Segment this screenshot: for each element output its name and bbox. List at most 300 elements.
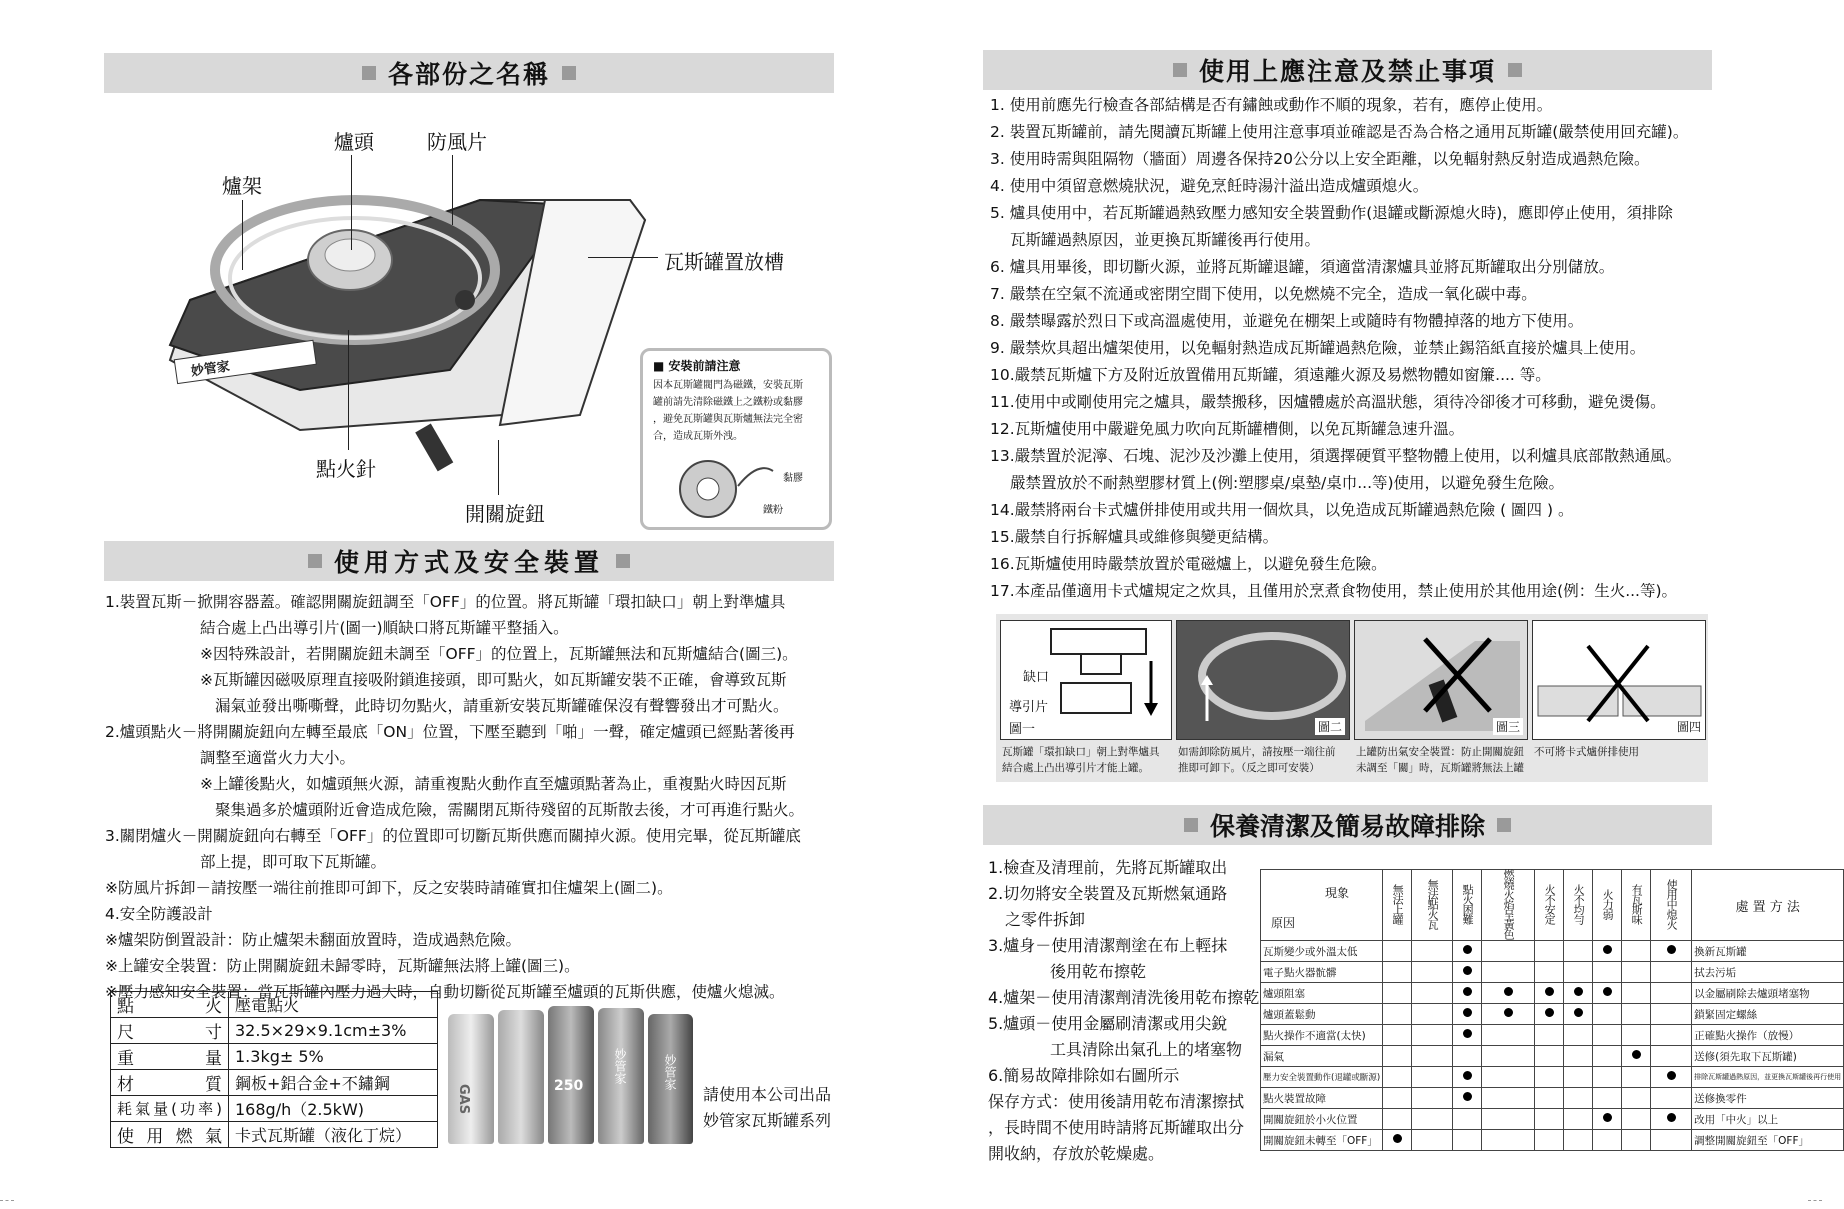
- mark-cell: [1622, 962, 1651, 983]
- cause-cell: 電子點火器骯髒: [1261, 962, 1383, 983]
- leader-line-grate: [242, 200, 243, 270]
- can-label: 妙管家: [613, 1048, 627, 1084]
- dot-icon: [1463, 966, 1472, 975]
- mark-cell: [1593, 1004, 1622, 1025]
- usage-line: ※因特殊設計，若開關旋鈕未調至「OFF」的位置上，瓦斯罐無法和瓦斯爐結合(圖三)。: [200, 645, 798, 663]
- corner-cell: [1261, 870, 1383, 941]
- mark-cell: [1651, 1067, 1692, 1088]
- promo-line: 請使用本公司出品: [703, 1085, 832, 1104]
- mark-cell: [1482, 1046, 1535, 1067]
- caution-line: 16.瓦斯爐使用時嚴禁放置於電磁爐上，以避免發生危險。: [990, 555, 1387, 573]
- figure-2-caption: [1178, 744, 1336, 776]
- caution-line: 12.瓦斯爐使用中嚴避免風力吹向瓦斯罐槽側，以免瓦斯罐急速升溫。: [990, 420, 1465, 438]
- mark-cell: [1482, 941, 1535, 962]
- caution-line: 11.使用中或剛使用完之爐具，嚴禁搬移，因爐體處於高溫狀態，須待冷卻後才可移動，避免燙傷。: [990, 393, 1666, 411]
- mark-cell: [1383, 941, 1412, 962]
- maintenance-title: 保養清潔及簡易故障排除: [1209, 812, 1485, 841]
- spec-key: 點火: [111, 992, 229, 1018]
- mark-cell: [1622, 1025, 1651, 1046]
- spec-value: 壓電點火: [229, 992, 438, 1018]
- notice-line: 因本瓦斯罐閥門為磁鐵，安裝瓦斯: [653, 380, 803, 391]
- symptom-label: 有瓦斯味: [1630, 883, 1644, 924]
- mark-cell: [1453, 1025, 1482, 1046]
- mark-cell: [1412, 962, 1453, 983]
- mark-cell: [1622, 1067, 1651, 1088]
- symptom-label: 點火困難: [1461, 883, 1475, 924]
- fold-mark: [1808, 1200, 1822, 1201]
- fig3-label: 圖三: [1493, 718, 1523, 735]
- figure-strip: [996, 614, 1708, 782]
- maint-line: 之零件拆卸: [1005, 910, 1086, 929]
- square-bullet-icon: [1497, 818, 1511, 832]
- caution-line: 4. 使用中須留意燃燒狀況，避免烹飪時湯汁溢出造成爐頭熄火。: [990, 177, 1429, 195]
- notice-tag-iron: 鐵粉: [763, 505, 783, 516]
- mark-cell: [1651, 1088, 1692, 1109]
- mark-cell: [1383, 983, 1412, 1004]
- mark-cell: [1535, 1067, 1564, 1088]
- spec-row: [111, 1122, 438, 1148]
- usage-line: 4.安全防護設計: [105, 905, 213, 923]
- mark-cell: [1383, 1025, 1412, 1046]
- dot-icon: [1463, 945, 1472, 954]
- mark-cell: [1593, 1046, 1622, 1067]
- mark-cell: [1564, 1004, 1593, 1025]
- mark-cell: [1535, 941, 1564, 962]
- spec-row: [111, 1096, 438, 1122]
- promo-line: 妙管家瓦斯罐系列: [703, 1111, 832, 1130]
- square-bullet-icon: [308, 554, 322, 568]
- caution-line: 2. 裝置瓦斯罐前，請先閱讀瓦斯罐上使用注意事項並確認是否為合格之通用瓦斯罐(嚴禁使用回充罐)。: [990, 123, 1689, 141]
- mark-cell: [1593, 1130, 1622, 1151]
- spec-value: 鋼板+鋁合金+不鏽鋼: [229, 1070, 438, 1096]
- usage-line: ※壓力感知安全裝置：當瓦斯罐內壓力過大時，自動切斷從瓦斯罐至爐頭的瓦斯供應，使爐火熄滅。: [105, 983, 785, 1001]
- symptom-header: [1651, 870, 1692, 941]
- spec-row: [111, 1070, 438, 1096]
- caution-line: 7. 嚴禁在空氣不流通或密閉空間下使用，以免燃燒不完全，造成一氧化碳中毒。: [990, 285, 1537, 303]
- fig4-label: 圖四: [1676, 720, 1701, 734]
- fig1-label-guide: 導引片: [1009, 700, 1049, 715]
- gas-can: [498, 1010, 544, 1144]
- mark-cell: [1482, 962, 1535, 983]
- cause-cell: 瓦斯變少或外溫太低: [1261, 941, 1383, 962]
- caution-line: 8. 嚴禁曝露於烈日下或高溫處使用，並避免在棚架上或隨時有物體掉落的地方下使用。: [990, 312, 1584, 330]
- product-badge: 妙管家: [190, 359, 231, 380]
- mark-cell: [1453, 962, 1482, 983]
- figure-1-caption: [1002, 744, 1160, 776]
- usage-line: ※瓦斯罐因磁吸原理直接吸附鎖進接頭，即可點火，如瓦斯罐安裝不正確，會導致瓦斯: [200, 671, 787, 689]
- symptom-label: 無法上罐: [1391, 883, 1405, 924]
- mark-cell: [1482, 1130, 1535, 1151]
- mark-cell: [1622, 1130, 1651, 1151]
- maint-line: 2.切勿將安全裝置及瓦斯燃氣通路: [988, 884, 1228, 903]
- leader-line-igniter: [348, 330, 349, 450]
- symptom-header: [1482, 870, 1535, 941]
- spec-value: 32.5×29×9.1cm±3%: [229, 1018, 438, 1044]
- symptom-header: [1453, 870, 1482, 941]
- caution-line: 9. 嚴禁炊具超出爐架使用，以免輻射熱造成瓦斯罐過熱危險，並禁止錫箔紙直接於爐具上使用。: [990, 339, 1646, 357]
- mark-cell: [1412, 1046, 1453, 1067]
- maint-line: 開收納，存放於乾燥處。: [988, 1144, 1165, 1163]
- mark-cell: [1383, 962, 1412, 983]
- mark-cell: [1412, 1067, 1453, 1088]
- figure-4: [1532, 620, 1706, 740]
- symptom-header: [1383, 870, 1412, 941]
- mark-cell: [1535, 1046, 1564, 1067]
- knob: [415, 423, 453, 471]
- notice-line: 合，造成瓦斯外洩。: [653, 431, 743, 442]
- mark-cell: [1482, 1109, 1535, 1130]
- parts-title: 各部份之名稱: [387, 60, 550, 89]
- mark-cell: [1622, 1046, 1651, 1067]
- dot-icon: [1463, 1092, 1472, 1101]
- caution-line: 17.本產品僅適用卡式爐規定之炊具，且僅用於烹煮食物使用，禁止使用於其他用途(例：生火...等)。: [990, 582, 1678, 600]
- symptom-label: 燃燒火焰呈黃色: [1502, 868, 1516, 939]
- trouble-row: [1261, 1088, 1844, 1109]
- mark-cell: [1593, 983, 1622, 1004]
- cause-cell: 開關旋鈕未轉至「OFF」: [1261, 1130, 1383, 1151]
- mark-cell: [1651, 1130, 1692, 1151]
- dot-icon: [1463, 987, 1472, 996]
- gas-cans-image: [448, 1000, 693, 1146]
- fig1-label: 圖一: [1009, 722, 1036, 737]
- mark-cell: [1383, 1109, 1412, 1130]
- square-bullet-icon: [1184, 818, 1198, 832]
- install-notice-box: [640, 348, 832, 530]
- mark-cell: [1564, 1025, 1593, 1046]
- label-grate: 爐架: [222, 174, 262, 198]
- gas-can: [648, 1014, 693, 1144]
- usage-line: 結合處上凸出導引片(圖一)順缺口將瓦斯罐平整插入。: [200, 619, 569, 637]
- symptom-label: 使用中熄火: [1665, 878, 1679, 929]
- fix-cell: 以金屬刷除去爐頭堵塞物: [1692, 983, 1844, 1004]
- mark-cell: [1383, 1088, 1412, 1109]
- canister-hole: [455, 290, 475, 310]
- dot-icon: [1667, 1071, 1676, 1080]
- fix-cell: 送修換零件: [1692, 1088, 1844, 1109]
- dot-icon: [1545, 1008, 1554, 1017]
- parts-section-header: [104, 53, 834, 93]
- gas-can: [448, 1014, 494, 1144]
- mark-cell: [1535, 1109, 1564, 1130]
- troubleshooting-table: [1260, 869, 1844, 1151]
- caution-line: 14.嚴禁將兩台卡式爐併排使用或共用一個炊具，以免造成瓦斯罐過熱危險 ( 圖四 ) 。: [990, 501, 1574, 519]
- cause-cell: 爐頭蓋鬆動: [1261, 1004, 1383, 1025]
- cause-cell: 點火操作不適當(太快): [1261, 1025, 1383, 1046]
- mark-cell: [1535, 962, 1564, 983]
- mark-cell: [1564, 1109, 1593, 1130]
- mark-cell: [1383, 1067, 1412, 1088]
- mark-cell: [1383, 1130, 1412, 1151]
- mark-cell: [1482, 1067, 1535, 1088]
- maint-line: 4.爐架－使用清潔劑清洗後用乾布擦乾: [988, 988, 1260, 1007]
- dot-icon: [1667, 1113, 1676, 1122]
- symptom-header: [1622, 870, 1651, 941]
- mark-cell: [1453, 1004, 1482, 1025]
- dot-icon: [1463, 1071, 1472, 1080]
- mark-cell: [1564, 1130, 1593, 1151]
- mark-cell: [1482, 1088, 1535, 1109]
- usage-line: 聚集過多於爐頭附近會造成危險，需關閉瓦斯待殘留的瓦斯散去後，才可再進行點火。: [215, 801, 805, 819]
- caution-line: 1. 使用前應先行檢查各部結構是否有鏽蝕或動作不順的現象，若有，應停止使用。: [990, 96, 1553, 114]
- spec-key: 尺寸: [111, 1018, 229, 1044]
- fold-mark: [0, 1200, 14, 1201]
- usage-line: ※上罐安全裝置：防止開關旋鈕未歸零時，瓦斯罐無法將上罐(圖三)。: [105, 957, 580, 975]
- leader-line-burner: [351, 155, 352, 250]
- maint-line: 工具清除出氣孔上的堵塞物: [1050, 1040, 1243, 1059]
- mark-cell: [1564, 962, 1593, 983]
- dot-icon: [1545, 987, 1554, 996]
- cause-cell: 壓力安全裝置動作(退罐或斷源): [1261, 1067, 1383, 1088]
- mark-cell: [1482, 1025, 1535, 1046]
- mark-cell: [1593, 1109, 1622, 1130]
- mark-cell: [1564, 1067, 1593, 1088]
- leader-line-knob: [498, 440, 499, 495]
- mark-cell: [1535, 1004, 1564, 1025]
- caution-line: 嚴禁置放於不耐熱塑膠材質上(例:塑膠桌/桌墊/桌巾...等)使用，以避免發生危險。: [1010, 474, 1565, 492]
- spec-table: [110, 991, 438, 1148]
- dot-icon: [1504, 1008, 1513, 1017]
- caution-line: 6. 爐具用畢後，即切斷火源，並將瓦斯罐退罐，須適當清潔爐具並將瓦斯罐取出分別儲放。: [990, 258, 1615, 276]
- mark-cell: [1593, 941, 1622, 962]
- trouble-row: [1261, 941, 1844, 962]
- figure-2: [1176, 620, 1350, 740]
- leader-line-windshield: [452, 155, 453, 225]
- notice-title: ■ 安裝前請注意: [653, 359, 741, 373]
- dot-icon: [1393, 1134, 1402, 1143]
- mark-cell: [1535, 1025, 1564, 1046]
- dot-icon: [1574, 1008, 1583, 1017]
- trouble-header-row: [1261, 870, 1844, 941]
- fix-cell: 送修(須先取下瓦斯罐): [1692, 1046, 1844, 1067]
- spec-key: 重量: [111, 1044, 229, 1070]
- cause-cell: 漏氣: [1261, 1046, 1383, 1067]
- square-bullet-icon: [1508, 63, 1522, 77]
- usage-line: 漏氣並發出嘶嘶聲，此時切勿點火，請重新安裝瓦斯罐確保沒有聲響發出才可點火。: [215, 697, 789, 715]
- caption-line: 瓦斯罐「環扣缺口」朝上對準爐具: [1002, 746, 1160, 758]
- dot-icon: [1603, 987, 1612, 996]
- mark-cell: [1651, 983, 1692, 1004]
- symptom-header: [1593, 870, 1622, 941]
- mark-cell: [1453, 1130, 1482, 1151]
- corner-symptom: 現象: [1325, 886, 1350, 900]
- usage-line: 2.爐頭點火－將開關旋鈕向左轉至最底「ON」位置，下壓至聽到「啪」一聲，確定爐頭已經點著後再: [105, 723, 795, 741]
- mark-cell: [1593, 1025, 1622, 1046]
- caution-line: 5. 爐具使用中，若瓦斯罐過熱致壓力感知安全裝置動作(退罐或斷源熄火時)，應即停止使用，須排除: [990, 204, 1673, 222]
- cause-cell: 開關旋鈕於小火位置: [1261, 1109, 1383, 1130]
- mark-cell: [1651, 1109, 1692, 1130]
- usage-section-header: [104, 541, 834, 581]
- trouble-row: [1261, 962, 1844, 983]
- gas-can: [598, 1008, 644, 1144]
- caution-line: 瓦斯罐過熱原因，並更換瓦斯罐後再行使用。: [1010, 231, 1321, 249]
- mark-cell: [1564, 941, 1593, 962]
- mark-cell: [1412, 1088, 1453, 1109]
- dot-icon: [1504, 987, 1513, 996]
- mark-cell: [1535, 1130, 1564, 1151]
- fix-cell: 排除瓦斯罐過熱原因，並更換瓦斯罐後再行使用: [1692, 1067, 1844, 1088]
- spec-row: [111, 1018, 438, 1044]
- symptom-header: [1535, 870, 1564, 941]
- symptom-label: 火不安定: [1543, 883, 1557, 924]
- caption-line: 不可將卡式爐併排使用: [1534, 746, 1639, 758]
- trouble-row: [1261, 983, 1844, 1004]
- mark-cell: [1651, 1025, 1692, 1046]
- can-label: 250: [554, 1078, 584, 1094]
- mark-cell: [1412, 1130, 1453, 1151]
- maint-line: 3.爐身－使用清潔劑塗在布上輕抹: [988, 936, 1228, 955]
- spec-key: 材質: [111, 1070, 229, 1096]
- spec-key: 耗氣量(功率): [111, 1096, 229, 1122]
- caution-line: 3. 使用時需與阻隔物（牆面）周邊各保持20公分以上安全距離，以免輻射熱反射造成過熱危險。: [990, 150, 1650, 168]
- mark-cell: [1651, 962, 1692, 983]
- mark-cell: [1453, 1109, 1482, 1130]
- usage-line: ※上罐後點火，如爐頭無火源，請重複點火動作直至爐頭點著為止，重複點火時因瓦斯: [200, 775, 787, 793]
- mark-cell: [1453, 941, 1482, 962]
- mark-cell: [1564, 983, 1593, 1004]
- mark-cell: [1622, 983, 1651, 1004]
- spec-value: 卡式瓦斯罐（液化丁烷）: [229, 1122, 438, 1148]
- usage-line: 1.裝置瓦斯－掀開容器蓋。確認開關旋鈕調至「OFF」的位置。將瓦斯罐「環扣缺口」朝上對準爐具: [105, 593, 786, 611]
- mark-cell: [1383, 1046, 1412, 1067]
- mark-cell: [1482, 983, 1535, 1004]
- notice-line: 罐前請先清除磁鐵上之鐵粉或黏膠: [653, 397, 803, 408]
- dot-icon: [1632, 1050, 1641, 1059]
- figure-4-caption: [1534, 744, 1639, 760]
- square-bullet-icon: [1173, 63, 1187, 77]
- mark-cell: [1651, 1046, 1692, 1067]
- mark-cell: [1564, 1088, 1593, 1109]
- fix-cell: 改用「中火」以上: [1692, 1109, 1844, 1130]
- symptom-header: [1412, 870, 1453, 941]
- can-label: GAS: [456, 1084, 471, 1115]
- mark-cell: [1383, 1004, 1412, 1025]
- mark-cell: [1453, 1046, 1482, 1067]
- usage-line: ※防風片拆卸－請按壓一端往前推即可卸下，反之安裝時請確實扣住爐架上(圖二)。: [105, 879, 673, 897]
- label-knob: 開關旋鈕: [465, 502, 545, 526]
- corner-cause: 原因: [1271, 916, 1296, 930]
- mark-cell: [1651, 941, 1692, 962]
- mark-cell: [1412, 1109, 1453, 1130]
- leader-line-canister-slot: [588, 257, 658, 258]
- maint-line: 5.爐頭－使用金屬刷清潔或用尖銳: [988, 1014, 1228, 1033]
- trouble-row: [1261, 1004, 1844, 1025]
- trouble-row: [1261, 1067, 1844, 1088]
- label-burner: 爐頭: [334, 130, 374, 154]
- dot-icon: [1463, 1029, 1472, 1038]
- caption-line: 如需卸除防風片，請按壓一端往前: [1178, 746, 1336, 758]
- maintenance-section-header: [983, 805, 1712, 845]
- mark-cell: [1412, 941, 1453, 962]
- symptom-label: 火不均勻: [1572, 883, 1586, 924]
- symptom-header: [1564, 870, 1593, 941]
- mark-cell: [1564, 1046, 1593, 1067]
- caution-title: 使用上應注意及禁止事項: [1198, 57, 1496, 86]
- notice-tag-glue: 黏膠: [783, 473, 803, 484]
- label-igniter: 點火針: [316, 457, 376, 481]
- square-bullet-icon: [562, 66, 576, 80]
- spec-value: 1.3kg± 5%: [229, 1044, 438, 1070]
- mark-cell: [1453, 1088, 1482, 1109]
- caution-line: 13.嚴禁置於泥濘、石塊、泥沙及沙灘上使用，須選擇硬質平整物體上使用，以利爐具底部散熱通風。: [990, 447, 1682, 465]
- usage-line: ※爐架防倒置設計：防止爐架未翻面放置時，造成過熱危險。: [105, 931, 521, 949]
- symptom-label: 火力弱: [1601, 888, 1615, 919]
- maint-line: 6.簡易故障排除如右圖所示: [988, 1066, 1180, 1085]
- caption-line: 推即可卸下。（反之即可安裝）: [1178, 762, 1320, 774]
- mark-cell: [1412, 1025, 1453, 1046]
- maint-line: 1.檢查及清理前，先將瓦斯罐取出: [988, 858, 1228, 877]
- caption-line: 未調至「關」時，瓦斯罐將無法上罐: [1356, 762, 1524, 774]
- mark-cell: [1535, 1088, 1564, 1109]
- figure-3-caption: [1356, 744, 1524, 776]
- usage-line: 部上提，即可取下瓦斯罐。: [200, 853, 387, 871]
- mark-cell: [1535, 983, 1564, 1004]
- dot-icon: [1574, 987, 1583, 996]
- fix-cell: 正確點火操作（放慢）: [1692, 1025, 1844, 1046]
- square-bullet-icon: [616, 554, 630, 568]
- gas-can: [548, 1006, 594, 1144]
- mark-cell: [1593, 1088, 1622, 1109]
- trouble-row: [1261, 1130, 1844, 1151]
- mark-cell: [1622, 1109, 1651, 1130]
- fix-cell: 換新瓦斯罐: [1692, 941, 1844, 962]
- usage-line: 調整至適當火力大小。: [200, 749, 356, 767]
- mark-cell: [1622, 1088, 1651, 1109]
- mark-cell: [1453, 1067, 1482, 1088]
- fig1-label-notch: 缺口: [1023, 670, 1050, 685]
- stove-illustration: [150, 160, 670, 480]
- label-canister-slot: 瓦斯罐置放槽: [664, 250, 784, 274]
- cause-cell: 點火裝置故障: [1261, 1088, 1383, 1109]
- dot-icon: [1603, 945, 1612, 954]
- mark-cell: [1622, 941, 1651, 962]
- mark-cell: [1412, 1004, 1453, 1025]
- can-label: 妙管家: [663, 1054, 677, 1090]
- trouble-row: [1261, 1046, 1844, 1067]
- caution-line: 10.嚴禁瓦斯爐下方及附近放置備用瓦斯罐，須遠離火源及易燃物體如窗簾.... 等。: [990, 366, 1551, 384]
- trouble-row: [1261, 1109, 1844, 1130]
- caution-section-header: [983, 50, 1712, 90]
- fix-cell: 鎖緊固定螺絲: [1692, 1004, 1844, 1025]
- figure-3: [1354, 620, 1528, 740]
- spec-row: [111, 992, 438, 1018]
- mark-cell: [1593, 962, 1622, 983]
- dot-icon: [1463, 1008, 1472, 1017]
- caption-line: 上罐防出氣安全裝置：防止開關旋鈕: [1356, 746, 1524, 758]
- fix-cell: 調整開關旋鈕至「OFF」: [1692, 1130, 1844, 1151]
- caution-line: 15.嚴禁自行拆解爐具或維修與變更結構。: [990, 528, 1279, 546]
- mark-cell: [1651, 1004, 1692, 1025]
- notice-line: ，避免瓦斯罐與瓦斯爐無法完全密: [653, 414, 803, 425]
- symptom-label: 無法點火瓦: [1426, 878, 1440, 929]
- dot-icon: [1667, 945, 1676, 954]
- cause-cell: 爐頭阻塞: [1261, 983, 1383, 1004]
- usage-title: 使用方式及安全裝置: [333, 548, 604, 577]
- mark-cell: [1412, 983, 1453, 1004]
- mark-cell: [1593, 1067, 1622, 1088]
- usage-line: 3.關閉爐火－開關旋鈕向右轉至「OFF」的位置即可切斷瓦斯供應而關掉火源。使用完畢，從瓦斯罐底: [105, 827, 801, 845]
- mark-cell: [1453, 983, 1482, 1004]
- fig2-label: 圖二: [1315, 718, 1345, 735]
- square-bullet-icon: [362, 66, 376, 80]
- spec-key: 使用燃氣: [111, 1122, 229, 1148]
- mark-cell: [1622, 1004, 1651, 1025]
- spec-value: 168g/h（2.5kW): [229, 1096, 438, 1122]
- caption-line: 結合處上凸出導引片才能上罐。: [1002, 762, 1149, 774]
- dot-icon: [1603, 1113, 1612, 1122]
- mark-cell: [1482, 1004, 1535, 1025]
- figure-1: [1000, 620, 1172, 740]
- maint-line: 後用乾布擦乾: [1050, 962, 1147, 981]
